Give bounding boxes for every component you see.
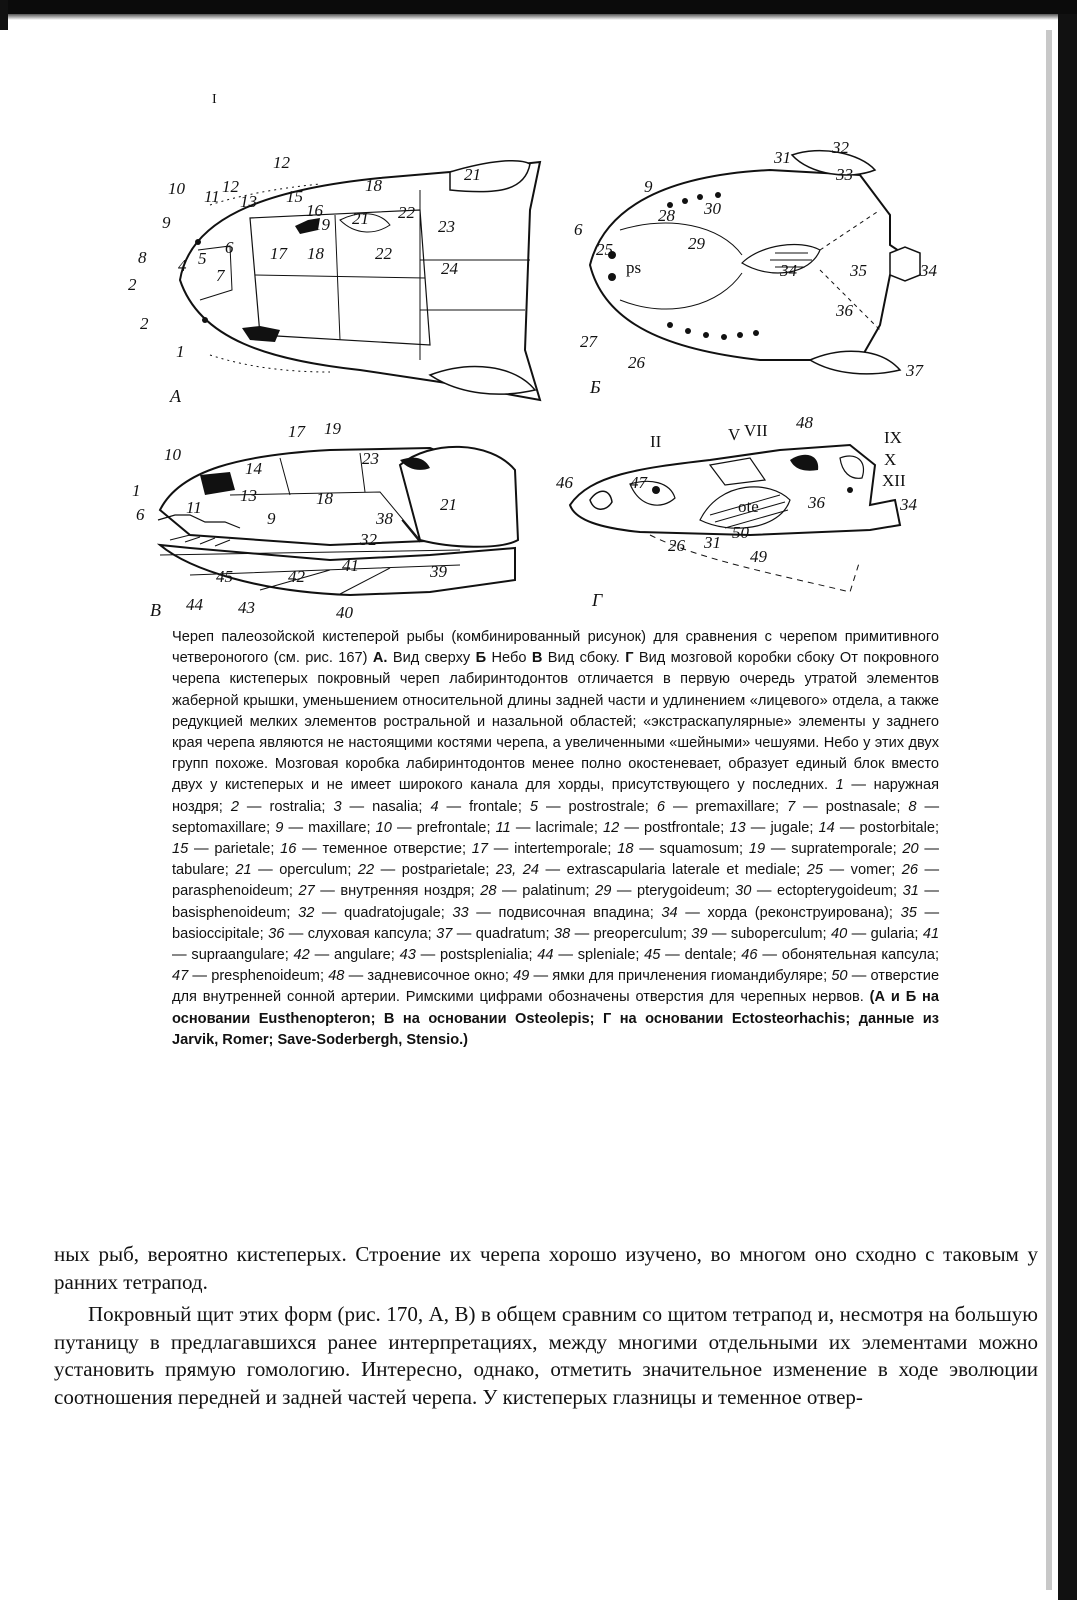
caption-sources: (А и Б на основании Eusthenopteron; В на основании Osteolepis; Г на основании Ectosteorhachis; данные из Jarvik, Romer; Save-Soderbergh, Stensio.)	[172, 989, 939, 1048]
legend-number: 9	[275, 819, 284, 836]
fig-a-label-14: 16	[306, 201, 323, 220]
legend-number: 3	[333, 798, 342, 815]
legend-number: 32	[298, 904, 315, 921]
fig-g-label-47: 47	[630, 473, 647, 492]
fig-v-label-40: 40	[336, 603, 353, 622]
fig-g-label-50: 50	[732, 523, 749, 542]
legend-number: 29	[595, 883, 612, 900]
fig-a-label-19: 21	[352, 209, 369, 228]
legend-term: tabulare	[172, 862, 225, 879]
legend-number: 46	[741, 947, 758, 964]
legend-entry: 7 — postnasale;	[787, 798, 909, 815]
fig-v-label-19: 19	[324, 419, 341, 438]
legend-entry: 5 — postrostrale;	[529, 798, 657, 815]
figure-caption: Череп палеозойской кистеперой рыбы (комбинированный рисунок) для сравнения с черепом примитивного четвероногого (см. рис. 167) А. Вид сверху Б Небо В Вид сбоку. Г Вид мозговой коробки сбоку От покровного черепа кистеперых покровный череп лабиринтодонтов отличается в первую очередь утратой элементов жаберной крышки, уменьшением относительной длины задней части и удлинением «лицевого» отдела, а также редукцией мелких элементов ростральной и назальной областей; «экстраскапулярные» элементы у заднего края черепа являются не настоящими костями черепа, а увеличенными «шейными» чешуями. Небо у этих двух групп похоже. Мозговая коробка лабиринтодонтов менее полно окостеневает, образует единый блок вместо двух у кистеперых и не имеет широкого канала для хорды, присутствующего у последних. 1 — наружная ноздря; 2 — rostralia; 3 — nasalia; 4 — frontale; 5 — postrostrale; 6 — premaxillare; 7 — postnasale; 8 — septomaxillare; 9 — maxillare; 10 — prefrontale; 11 — lacrimale; 12 — postfrontale; 13 — jugale; 14 — postorbitale; 15 — parietale; 16 — теменное отверстие; 17 — intertemporale; 18 — squamosum; 19 — supratemporale; 20 — tabulare; 21 — operculum; 22 — postparietale; 23, 24 — extrascapularia laterale et mediale; 25 — vomer; 26 — parasphenoideum; 27 — внутренняя ноздря; 28 — palatinum; 29 — pterygoideum; 30 — ectopterygoideum; 31 — basisphenoideum; 32 — quadratojugale; 33 — подвисочная впадина; 34 — хорда (реконструирована); 35 — basioccipitale; 36 — слуховая капсула; 37 — quadratum; 38 — preoperculum; 39 — suboperculum; 40 — gularia; 41 — supraangulare; 42 — angulare; 43 — postsplenialia; 44 — spleniale; 45 — dentale; 46 — обонятельная капсула; 47 — presphenoideum; 48 — задневисочное окно; 49 — ямки для причленения гиомандибуляре; 50 — отверстие для внутренней сонной артерии. Римскими цифрами обозначены отверстия для черепных нервов. (А и Б на основании Eusthenopteron; В на основании Osteolepis; Г на основании Ectosteorhachis; данные из Jarvik, Romer; Save-Soderbergh, Stensio.)	[172, 629, 940, 1048]
legend-number: 1	[835, 777, 844, 794]
legend-number: 7	[787, 798, 796, 815]
legend-entry: 1 — наружная ноздря;	[172, 777, 939, 815]
legend-term: parasphenoideum	[172, 883, 289, 900]
legend-term: angulare	[333, 947, 391, 964]
fig-g-label-XII: XII	[882, 471, 906, 490]
legend-entry: 17 — intertemporale;	[471, 841, 618, 858]
fig-b-label-31: 31	[774, 148, 791, 167]
legend-entry: 21 — operculum;	[235, 862, 358, 879]
legend-number: 26	[901, 862, 919, 879]
legend-entry: 27 — внутренняя ноздря;	[298, 883, 481, 900]
legend-term: отверстие для внутренней сонной артерии	[172, 968, 940, 1006]
fig-v-label-18: 18	[316, 489, 333, 508]
legend-entry: 9 — maxillare;	[275, 819, 376, 836]
fig-g-label-46: 46	[556, 473, 573, 492]
legend-term: basisphenoideum	[172, 904, 287, 921]
legend-number: 45	[644, 947, 661, 964]
page-right-border	[1058, 14, 1077, 1600]
fig-a-label-20: 22	[398, 203, 415, 222]
page-top-border	[0, 0, 1077, 14]
legend-entry: 11 — lacrimale;	[495, 819, 604, 836]
legend-number: 5	[529, 798, 538, 815]
body-paragraph-2: Покровный щит этих форм (рис. 170, А, В) в общем сравним со щитом тетрапод и, несмотря на большую путаницу в предлагавшихся ранее интерпретациях, между многими отдельными их элементами можно установить прямую гомологию. Интересно, однако, отметить значительное изменение в ходе эволюции соотношения передней и задней частей черепа. У кистеперых глазницы и теменное отвер-	[54, 1302, 1038, 1409]
fig-v-label-10: 10	[164, 445, 181, 464]
legend-term: extrascapularia laterale et mediale	[566, 862, 797, 879]
fig-a-label-17: 19	[313, 215, 330, 234]
fig-a-label-6: 8	[138, 248, 147, 267]
fig-g-label-IX: IX	[884, 428, 902, 447]
legend-entry: 31 — basisphenoideum;	[172, 883, 940, 921]
legend-term: jugale	[770, 819, 810, 836]
fig-b-label-30: 30	[704, 199, 721, 218]
legend-term: обонятельная капсула	[781, 947, 936, 964]
fig-a-label-15: 17	[270, 244, 287, 263]
legend-entry: 19 — supratemporale;	[748, 841, 903, 858]
legend-number: 34	[661, 904, 678, 921]
body-paragraph-1: ных рыб, вероятно кистеперых. Строение их черепа хорошо изучено, во многом оно сходно с таковым у ранних тетрапод.	[54, 1242, 1038, 1294]
legend-entry: 3 — nasalia;	[333, 798, 431, 815]
legend-term: spleniale	[577, 947, 636, 964]
legend-number: 4	[430, 798, 439, 815]
legend-term: dentale	[684, 947, 733, 964]
legend-number: 27	[298, 883, 315, 900]
legend-number: 12	[603, 819, 620, 836]
legend-number: 6	[656, 798, 665, 815]
legend-term: premaxillare	[695, 798, 776, 815]
caption-part-g: Вид мозговой коробки сбоку	[638, 650, 835, 667]
fig-a-label-7: 9	[162, 213, 171, 232]
fig-a-letter: А	[170, 386, 181, 406]
fig-g-label-49: 49	[750, 547, 767, 566]
legend-term: palatinum	[522, 883, 586, 900]
fig-g-label-II: II	[650, 432, 662, 451]
caption-lead: Череп палеозойской кистеперой рыбы (комбинированный рисунок) для сравнения с черепом примитивного четвероногого (см. рис. 167)	[172, 629, 939, 667]
legend-entry: 13 — jugale;	[729, 819, 819, 836]
legend-entry: 40 — gularia;	[831, 925, 923, 942]
legend-term: ямки для причленения гиомандибуляре	[552, 968, 824, 985]
legend-number: 44	[537, 947, 554, 964]
legend-number: 30	[735, 883, 752, 900]
legend-entry: 10 — prefrontale;	[375, 819, 496, 836]
fig-a-label-13: 15	[286, 187, 303, 206]
legend-number: 25	[806, 862, 824, 879]
fig-a-label-11: 13	[240, 192, 257, 211]
fig-v-label-9: 9	[267, 509, 276, 528]
legend-entry: 25 — vomer;	[806, 862, 902, 879]
figure-g-drawing	[550, 410, 940, 610]
legend-number: 22	[357, 862, 375, 879]
legend-term: maxillare	[308, 819, 367, 836]
legend-term: prefrontale	[416, 819, 487, 836]
figure-v-drawing	[130, 420, 530, 620]
legend-number: 17	[471, 841, 488, 858]
legend-term: operculum	[279, 862, 348, 879]
legend-number: 31	[902, 883, 919, 900]
legend-number: 40	[831, 925, 848, 942]
figure-b-palate-view	[560, 135, 950, 395]
fig-a-label-22: 22	[375, 244, 392, 263]
legend-term: supraangulare	[191, 947, 285, 964]
caption-part-b: Небо	[491, 650, 527, 667]
fig-v-label-11: 11	[186, 498, 202, 517]
fig-g-label-48: 48	[796, 413, 813, 432]
fig-b-label-35: 35	[850, 261, 867, 280]
legend-term: preoperculum	[593, 925, 683, 942]
fig-b-label-28: 28	[658, 206, 675, 225]
fig-v-label-23: 23	[362, 449, 379, 468]
caption-part-a: Вид сверху	[392, 650, 471, 667]
legend-term: septomaxillare	[172, 819, 267, 836]
fig-v-label-43: 43	[238, 598, 255, 617]
figure-g-braincase-view	[550, 410, 940, 610]
fig-b-label-34a: 34	[780, 261, 797, 280]
legend-entry: 23, 24 — extrascapularia laterale et mediale;	[495, 862, 807, 879]
fig-v-label-38: 38	[376, 509, 393, 528]
fig-v-label-17: 17	[288, 422, 305, 441]
caption-part-v: Вид сбоку.	[547, 650, 620, 667]
fig-a-label-24: 24	[441, 259, 458, 278]
fig-v-label-41: 41	[342, 556, 359, 575]
legend-number: 19	[748, 841, 766, 858]
legend-term: слуховая капсула	[307, 925, 428, 942]
legend-term: basioccipitale	[172, 925, 260, 942]
fig-v-label-1: 1	[132, 481, 141, 500]
legend-entry: 14 — postorbitale;	[818, 819, 940, 836]
fig-g-letter: Г	[592, 590, 603, 610]
legend-entry: 2 — rostralia;	[230, 798, 334, 815]
legend-term: quadratum	[475, 925, 546, 942]
legend-term: vomer	[850, 862, 892, 879]
legend-term: squamosum	[659, 841, 740, 858]
fig-g-label-34: 34	[900, 495, 917, 514]
fig-v-label-32: 32	[360, 530, 377, 549]
figure-a-drawing	[120, 150, 540, 410]
legend-entry: 34 — хорда (реконструирована);	[661, 904, 901, 921]
legend-term: frontale	[469, 798, 518, 815]
legend-term: внутренняя ноздря	[340, 883, 471, 900]
legend-number: 15	[172, 841, 189, 858]
legend-entry: 41 — supraangulare;	[172, 925, 940, 964]
legend-entry: 38 — preoperculum;	[553, 925, 692, 942]
legend-entry: 47 — presphenoideum;	[172, 968, 329, 985]
page-right-shadow	[1046, 30, 1052, 1590]
legend-number: 14	[818, 819, 835, 836]
body-text	[54, 1241, 1038, 1411]
fig-b-label-36: 36	[836, 301, 853, 320]
legend-entry: 4 — frontale;	[430, 798, 530, 815]
fig-b-label-32: 32	[832, 138, 849, 157]
legend-term: ectopterygoideum	[777, 883, 894, 900]
fig-g-label-ote: ote	[738, 497, 759, 516]
legend-term: quadratojugale	[344, 904, 441, 921]
legend-entry: 16 — теменное отверстие;	[280, 841, 472, 858]
legend-number: 36	[268, 925, 285, 942]
legend-entry: 43 — postsplenialia;	[399, 947, 538, 964]
legend-entry: 45 — dentale;	[644, 947, 742, 964]
fig-b-label-29: 29	[688, 234, 705, 253]
fig-a-label-5: 7	[216, 266, 225, 285]
legend-term: теменное отверстие	[322, 841, 462, 858]
legend-entry: 42 — angulare;	[293, 947, 400, 964]
page-top-shadow	[0, 14, 1077, 20]
legend-term: postrostrale	[568, 798, 645, 815]
legend-number: 23, 24	[495, 862, 539, 879]
legend-term: gularia	[870, 925, 915, 942]
fig-a-label-3a: 4	[178, 256, 187, 275]
legend-entry: 26 — parasphenoideum;	[172, 862, 940, 900]
legend-number: 39	[691, 925, 708, 942]
legend-entry: 49 — ямки для причленения гиомандибуляре;	[513, 968, 832, 985]
fig-v-letter: В	[150, 600, 161, 620]
fig-v-label-14: 14	[245, 459, 262, 478]
legend-number: 35	[900, 904, 917, 921]
legend-number: 47	[172, 968, 189, 985]
legend-term: postsplenialia	[440, 947, 529, 964]
fig-b-label-27: 27	[580, 332, 597, 351]
legend-term: хорда (реконструирована)	[707, 904, 889, 921]
legend-term: rostralia	[269, 798, 322, 815]
legend-number: 37	[436, 925, 453, 942]
legend-term: pterygoideum	[637, 883, 726, 900]
legend-number: 16	[280, 841, 297, 858]
legend-number: 18	[617, 841, 634, 858]
legend-number: 41	[922, 925, 940, 942]
legend-number: 38	[553, 925, 571, 942]
fig-b-label-9: 9	[644, 177, 653, 196]
page-corner-mark	[0, 0, 8, 30]
legend-entry: 28 — palatinum;	[480, 883, 596, 900]
fig-a-label-2b: 2	[140, 314, 149, 333]
legend-entry: 15 — parietale;	[172, 841, 281, 858]
fig-a-label-3b: 5	[198, 249, 207, 268]
fig-b-label-ps: ps	[626, 258, 642, 277]
legend-number: 21	[235, 862, 252, 879]
legend-entry: 44 — spleniale;	[537, 947, 645, 964]
legend-entry: 35 — basioccipitale;	[172, 904, 940, 942]
caption-roman-note: Римскими цифрами обозначены отверстия для черепных нервов.	[405, 989, 864, 1006]
legend-term: nasalia	[372, 798, 419, 815]
legend-number: 8	[908, 798, 917, 815]
legend-entry: 18 — squamosum;	[617, 841, 749, 858]
fig-a-label-21: 21	[464, 165, 481, 184]
legend-term: lacrimale	[535, 819, 594, 836]
legend-entry: 46 — обонятельная капсула;	[741, 947, 940, 964]
stray-print-mark: I	[212, 92, 217, 107]
legend-number: 13	[729, 819, 746, 836]
legend-number: 10	[375, 819, 392, 836]
legend-number: 28	[480, 883, 497, 900]
legend-number: 43	[399, 947, 416, 964]
fig-a-label-12: 12	[273, 153, 290, 172]
fig-b-label-37: 37	[906, 361, 923, 380]
legend-entry: 6 — premaxillare;	[656, 798, 788, 815]
legend-term: parietale	[214, 841, 271, 858]
legend-entry: 8 — septomaxillare;	[172, 798, 940, 836]
legend-entry: 22 — postparietale;	[357, 862, 496, 879]
legend-term: подвисочная впадина	[498, 904, 650, 921]
legend-entry: 20 — tabulare;	[172, 841, 940, 879]
legend-number: 49	[513, 968, 530, 985]
fig-g-label-VII: VII	[744, 421, 768, 440]
legend-term: postparietale	[401, 862, 486, 879]
legend-entry: 32 — quadratojugale;	[298, 904, 453, 921]
fig-g-label-36: 36	[808, 493, 825, 512]
fig-g-label-31: 31	[704, 533, 721, 552]
legend-entry: 37 — quadratum;	[436, 925, 554, 942]
fig-v-label-44: 44	[186, 595, 203, 614]
legend-term: intertemporale	[514, 841, 608, 858]
legend-term: postorbitale	[859, 819, 935, 836]
legend-number: 42	[293, 947, 310, 964]
legend-entry: 48 — задневисочное окно;	[328, 968, 514, 985]
fig-g-label-V: V	[728, 425, 741, 444]
fig-a-label-8: 10	[168, 179, 185, 198]
fig-v-label-39: 39	[430, 562, 447, 581]
legend-term: supratemporale	[791, 841, 893, 858]
figure-a-dorsal-view	[120, 150, 540, 410]
fig-a-label-16: 18	[307, 244, 324, 263]
fig-b-label-34b: 34	[920, 261, 937, 280]
fig-b-label-26: 26	[628, 353, 645, 372]
caption-description: От покровного черепа кистеперых покровный череп лабиринтодонтов отличается в первую очередь утратой элементов жаберной крышки, уменьшением относительной длины задней части и удлинением «лицевого» отдела, а также редукцией мелких элементов ростральной и назальной областей; «экстраскапулярные» элементы у заднего края черепа являются не настоящими костями черепа, а увеличенными «шейными» чешуями. Небо у этих двух групп похоже. Мозговая коробка лабиринтодонтов менее полно окостеневает, образует единый блок вместо двух у кистеперых и не имеет широкого канала для хорды, присутствующего у последних.	[172, 650, 939, 794]
caption-legend	[172, 777, 939, 1005]
legend-term: postnasale	[825, 798, 897, 815]
legend-entry: 39 — suboperculum;	[691, 925, 831, 942]
fig-a-label-2a: 2	[128, 275, 137, 294]
legend-term: задневисочное окно	[367, 968, 505, 985]
fig-a-label-4: 6	[225, 238, 234, 257]
fig-a-label-1: 1	[176, 342, 185, 361]
legend-number: 20	[902, 841, 919, 858]
fig-g-label-X: X	[884, 450, 897, 469]
fig-v-label-45: 45	[216, 567, 233, 586]
fig-a-label-10: 12	[222, 177, 239, 196]
figure-v-lateral-view	[130, 420, 530, 620]
legend-entry: 36 — слуховая капсула;	[268, 925, 437, 942]
legend-entry: 30 — ectopterygoideum;	[735, 883, 903, 900]
legend-entry: 29 — pterygoideum;	[595, 883, 736, 900]
fig-b-label-25: 25	[596, 240, 613, 259]
fig-a-label-18: 18	[365, 176, 382, 195]
legend-term: наружная ноздря	[172, 777, 939, 815]
legend-number: 48	[328, 968, 345, 985]
figure-b-drawing	[560, 135, 950, 395]
legend-entry: 50 — отверстие для внутренней сонной артерии.	[172, 968, 940, 1006]
fig-a-label-23: 23	[438, 217, 455, 236]
fig-v-label-6: 6	[136, 505, 145, 524]
legend-entry: 33 — подвисочная впадина;	[452, 904, 662, 921]
fig-g-label-26: 26	[668, 536, 685, 555]
legend-term: postfrontale	[644, 819, 721, 836]
fig-v-label-13: 13	[240, 486, 257, 505]
legend-term: suboperculum	[730, 925, 823, 942]
legend-entry: 12 — postfrontale;	[603, 819, 730, 836]
fig-b-label-6: 6	[574, 220, 583, 239]
legend-number: 2	[230, 798, 239, 815]
legend-number: 33	[452, 904, 469, 921]
fig-b-letter: Б	[590, 377, 601, 397]
legend-number: 11	[495, 819, 511, 836]
fig-a-label-9: 11	[204, 187, 220, 206]
legend-term: presphenoideum	[211, 968, 320, 985]
fig-v-label-21: 21	[440, 495, 457, 514]
legend-number: 50	[831, 968, 848, 985]
fig-b-label-33: 33	[836, 165, 853, 184]
fig-v-label-42: 42	[288, 567, 305, 586]
